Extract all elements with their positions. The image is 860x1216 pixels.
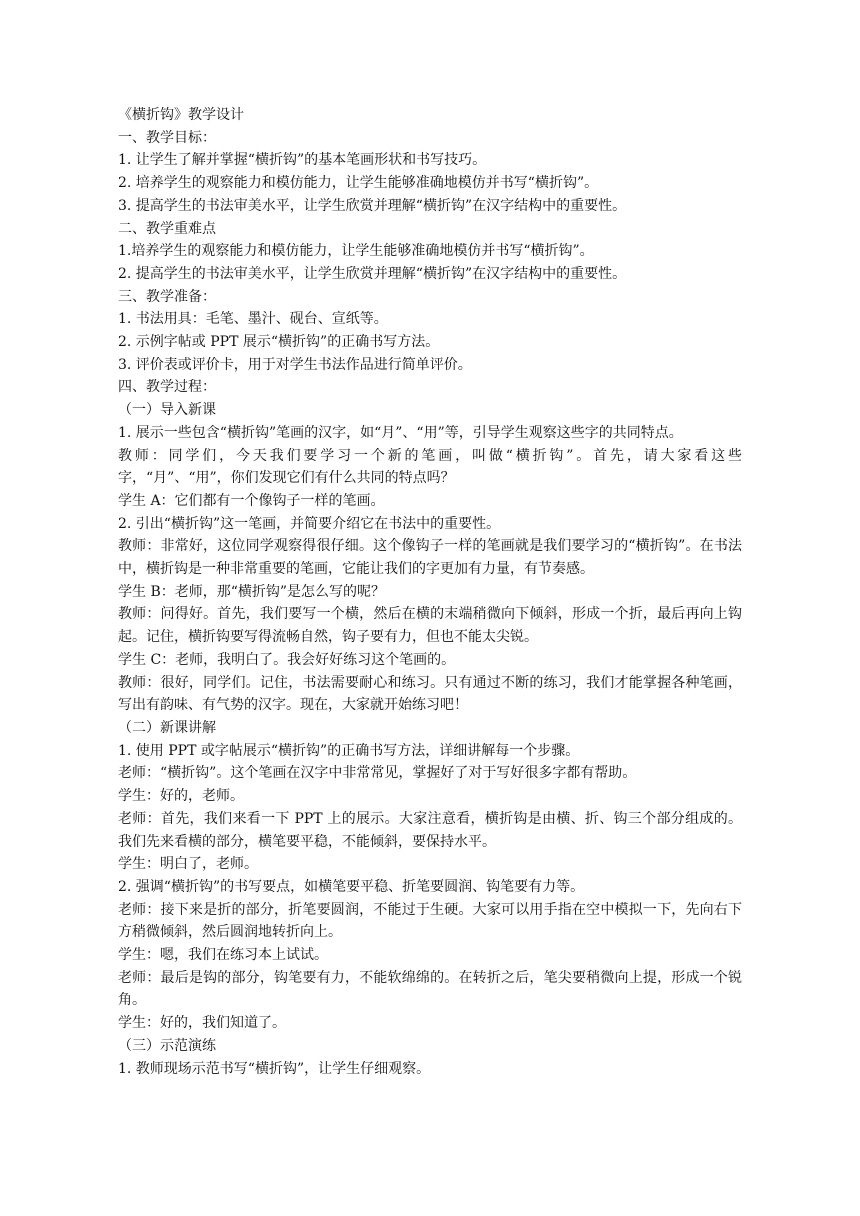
paragraph: 四、教学过程： (118, 379, 216, 396)
paragraph: 2. 引出“横折钩”这一笔画，并简要介绍它在书法中的重要性。 (118, 515, 501, 532)
paragraph: 学生：嗯，我们在练习本上试试。 (118, 947, 328, 964)
paragraph: 学生 A：它们都有一个像钩子一样的笔画。 (118, 492, 385, 509)
paragraph: 2. 强调“横折钩”的书写要点，如横笔要平稳、折笔要圆润、钩笔要有力等。 (118, 878, 585, 895)
paragraph: 教师：同学们，今天我们要学习一个新的笔画，叫做“横折钩”。首先，请大家看这些字，“月”、“用”，你们发现它们有什么共同的特点吗？ (118, 447, 742, 487)
document-title: 《横折钩》教学设计 (118, 107, 244, 123)
paragraph: （二）新课讲解 (118, 719, 216, 736)
paragraph: 老师：“横折钩”。这个笔画在汉字中非常常见，掌握好了对于写好很多字都有帮助。 (118, 765, 637, 782)
paragraph: 教师：很好，同学们。记住，书法需要耐心和练习。只有通过不断的练习，我们才能掌握各种笔画，写出有韵味、有气势的汉字。现在，大家就开始练习吧！ (118, 674, 742, 714)
paragraph: 学生：好的，老师。 (118, 788, 244, 805)
paragraph: 学生 C：老师，我明白了。我会好好练习这个笔画的。 (118, 651, 456, 668)
document-page (118, 104, 742, 1080)
paragraph: 2. 示例字帖或 PPT 展示“横折钩”的正确书写方法。 (118, 334, 440, 351)
paragraph: 老师：首先，我们来看一下 PPT 上的展示。大家注意看，横折钩是由横、折、钩三个部分组成的。我们先来看横的部分，横笔要平稳，不能倾斜，要保持水平。 (118, 810, 742, 850)
paragraph: 2. 培养学生的观察能力和模仿能力，让学生能够准确地模仿并书写“横折钩”。 (118, 175, 599, 192)
paragraph: 3. 提高学生的书法审美水平，让学生欣赏并理解“横折钩”在汉字结构中的重要性。 (118, 197, 627, 214)
paragraph: 老师：最后是钩的部分，钩笔要有力，不能软绵绵的。在转折之后，笔尖要稍微向上提，形成一个锐角。 (118, 969, 742, 1009)
paragraph: 二、教学重难点 (118, 220, 216, 237)
paragraph: 学生 B：老师，那“横折钩”是怎么写的呢？ (118, 583, 386, 600)
document-body (118, 127, 742, 1081)
paragraph: 教师：问得好。首先，我们要写一个横，然后在横的末端稍微向下倾斜，形成一个折，最后再向上钩起。记住，横折钩要写得流畅自然，钩子要有力，但也不能太尖锐。 (118, 606, 742, 646)
paragraph: 1. 让学生了解并掌握“横折钩”的基本笔画形状和书写技巧。 (118, 152, 487, 169)
paragraph: 2. 提高学生的书法审美水平，让学生欣赏并理解“横折钩”在汉字结构中的重要性。 (118, 265, 627, 282)
paragraph: 1. 教师现场示范书写“横折钩”，让学生仔细观察。 (118, 1060, 431, 1077)
paragraph: 三、教学准备： (118, 288, 216, 305)
paragraph: 一、教学目标： (118, 129, 216, 146)
paragraph: 教师：非常好，这位同学观察得很仔细。这个像钩子一样的笔画就是我们要学习的“横折钩”。在书法中，横折钩是一种非常重要的笔画，它能让我们的字更加有力量，有节奏感。 (118, 538, 742, 578)
paragraph: 学生：好的，我们知道了。 (118, 1015, 286, 1032)
paragraph: 学生：明白了，老师。 (118, 856, 258, 873)
paragraph: （一）导入新课 (118, 402, 216, 419)
paragraph: （三）示范演练 (118, 1037, 216, 1054)
paragraph: 3. 评价表或评价卡，用于对学生书法作品进行简单评价。 (118, 356, 472, 373)
paragraph: 老师：接下来是折的部分，折笔要圆润，不能过于生硬。大家可以用手指在空中模拟一下，先向右下方稍微倾斜，然后圆润地转折向上。 (118, 901, 742, 941)
paragraph: 1.培养学生的观察能力和模仿能力，让学生能够准确地模仿并书写“横折钩”。 (118, 243, 594, 260)
paragraph: 1. 书法用具：毛笔、墨汁、砚台、宣纸等。 (118, 311, 388, 328)
paragraph: 1. 使用 PPT 或字帖展示“横折钩”的正确书写方法，详细讲解每一个步骤。 (118, 742, 580, 759)
paragraph: 1. 展示一些包含“横折钩”笔画的汉字，如“月”、“用”等，引导学生观察这些字的共同特点。 (118, 424, 683, 441)
